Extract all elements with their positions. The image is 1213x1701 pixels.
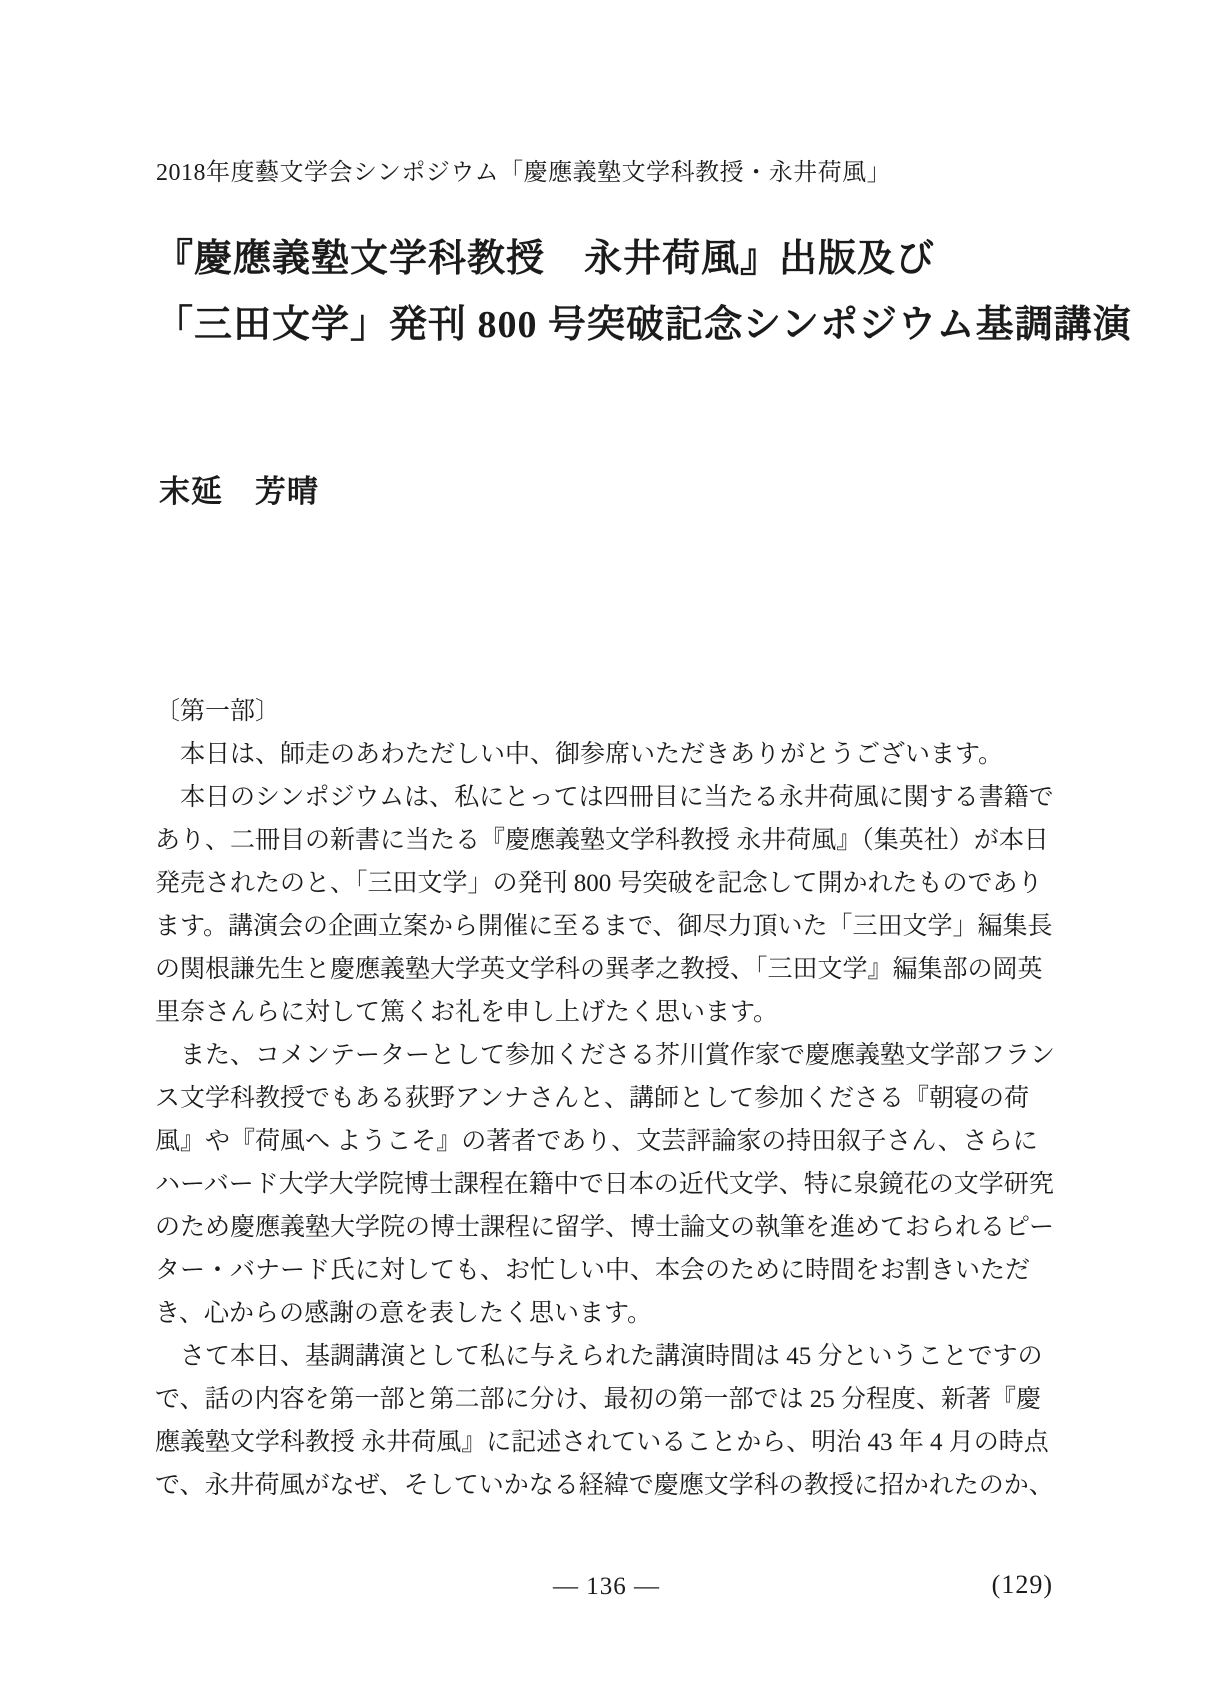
article-body [155, 690, 1055, 1507]
body-line: の関根謙先生と慶應義塾大学英文学科の巽孝之教授、「三田文学』編集部の岡英 [155, 956, 1043, 983]
body-line: 里奈さんらに対して篤くお礼を申し上げたく思います。 [155, 999, 779, 1026]
section-heading: 〔第一部〕 [155, 698, 281, 725]
body-line: ハーバード大学大学院博士課程在籍中で日本の近代文学、特に泉鏡花の文学研究 [155, 1171, 1054, 1198]
body-line: ス文学科教授でもある荻野アンナさんと、講師として参加くださる『朝寝の荷 [155, 1085, 1030, 1112]
body-line: さて本日、基調講演として私に与えられた講演時間は 45 分ということですの [155, 1343, 1043, 1370]
body-line: 風』や『荷風へ ようこそ』の著者であり、文芸評論家の持田叙子さん、さらに [155, 1128, 1038, 1155]
article-title-line-1: 『慶應義塾文学科教授 永井荷風』出版及び [155, 238, 936, 280]
body-line: あり、二冊目の新書に当たる『慶應義塾文学科教授 永井荷風』（集英社）が本日 [155, 827, 1049, 854]
body-line: 発売されたのと、「三田文学」の発刊 800 号突破を記念して開かれたものであり [155, 870, 1043, 897]
article-title-line-2: 「三田文学」発刊 800 号突破記念シンポジウム基調講演 [155, 304, 1132, 346]
author-name: 末延 芳晴 [159, 474, 319, 509]
body-line: 本日のシンポジウムは、私にとっては四冊目に当たる永井荷風に関する書籍で [155, 784, 1054, 811]
body-line: のため慶應義塾大学院の博士課程に留学、博士論文の執筆を進めておられるピー [155, 1214, 1055, 1241]
footer-page-number: ― 136 ― [553, 1573, 660, 1600]
body-line: 本日は、師走のあわただしい中、御参席いただきありがとうございます。 [155, 741, 1004, 768]
footer-folio-number: (129) [991, 1570, 1053, 1599]
body-line: また、コメンテーターとして参加くださる芥川賞作家で慶應義塾文学部フラン [155, 1042, 1056, 1069]
body-line: き、心からの感謝の意を表したく思います。 [155, 1300, 653, 1327]
body-line: で、話の内容を第一部と第二部に分け、最初の第一部では 25 分程度、新著『慶 [155, 1386, 1042, 1413]
series-header: 2018年度藝文学会シンポジウム「慶應義塾文学科教授・永井荷風」 [156, 160, 892, 186]
body-line: で、永井荷風がなぜ、そしていかなる経緯で慶應文学科の教授に招かれたのか、 [155, 1472, 1054, 1499]
body-line: ター・バナード氏に対しても、お忙しい中、本会のために時間をお割きいただ [155, 1257, 1031, 1284]
article-title [155, 226, 1132, 358]
body-line: ます。講演会の企画立案から開催に至るまで、御尽力頂いた「三田文学」編集長 [155, 913, 1053, 940]
body-line: 應義塾文学科教授 永井荷風』に記述されていることから、明治 43 年 4 月の時点 [155, 1429, 1049, 1456]
